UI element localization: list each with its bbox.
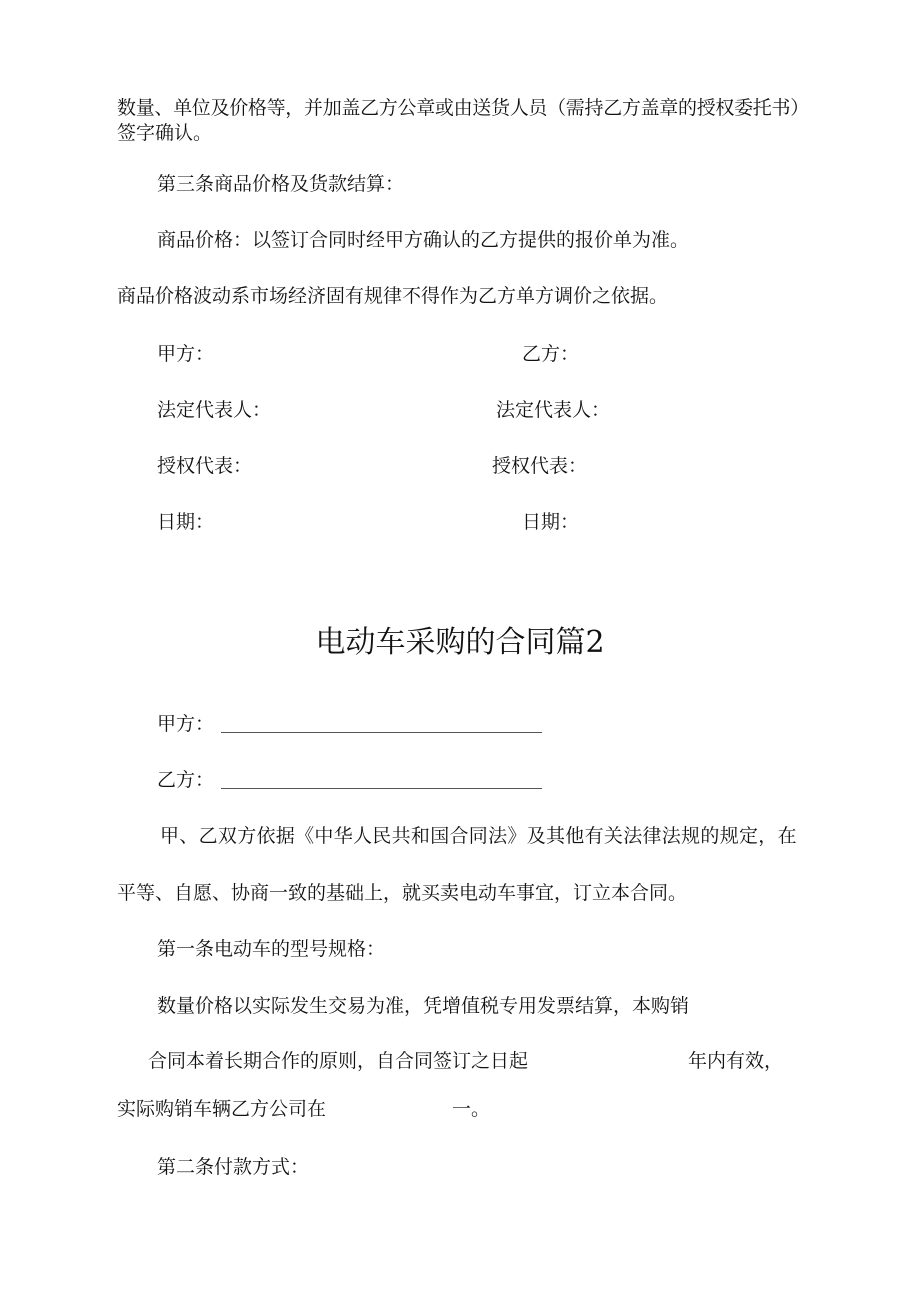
article-heading: 第一条电动车的型号规格： [157, 938, 386, 960]
paragraph-line: 商品价格波动系市场经济固有规律不得作为乙方单方调价之依据。 [117, 285, 669, 307]
intro-line: 甲、乙双方依据《中华人民共和国合同法》及其他有关法律法规的规定，在 [160, 825, 797, 847]
date-a-label: 日期： [157, 511, 215, 533]
auth-rep-a-label: 授权代表： [157, 455, 253, 477]
paragraph-line: 一。 [452, 1098, 491, 1120]
intro-line: 平等、自愿、协商一致的基础上，就买卖电动车事宜，订立本合同。 [117, 882, 688, 904]
article-heading: 第三条商品价格及货款结算： [157, 173, 405, 195]
party-a-label: 甲方： [157, 343, 215, 365]
party-b-blank [221, 788, 542, 789]
paragraph-line: 合同本着长期合作的原则，自合同签订之日起 [148, 1050, 529, 1072]
section-title: 电动车采购的合同篇2 [315, 625, 605, 660]
paragraph-line: 年内有效， [688, 1050, 784, 1072]
paragraph-line: 商品价格：以签订合同时经甲方确认的乙方提供的报价单为准。 [157, 229, 690, 251]
party-b-label: 乙方： [522, 343, 580, 365]
date-b-label: 日期： [522, 511, 580, 533]
party-a-blank [221, 732, 542, 733]
paragraph-line: 数量价格以实际发生交易为准，凭增值税专用发票结算，本购销 [157, 995, 690, 1017]
legal-rep-b-label: 法定代表人： [496, 399, 611, 421]
paragraph-line: 实际购销车辆乙方公司在 [117, 1098, 327, 1120]
paragraph-line: 签字确认。 [117, 122, 213, 144]
auth-rep-b-label: 授权代表： [492, 455, 588, 477]
paragraph-line: 数量、单位及价格等，并加盖乙方公章或由送货人员（需持乙方盖章的授权委托书） [117, 97, 809, 119]
party-b-label: 乙方： [157, 769, 215, 791]
legal-rep-a-label: 法定代表人： [157, 399, 272, 421]
article-heading: 第二条付款方式： [157, 1156, 310, 1178]
party-a-label: 甲方： [157, 713, 215, 735]
